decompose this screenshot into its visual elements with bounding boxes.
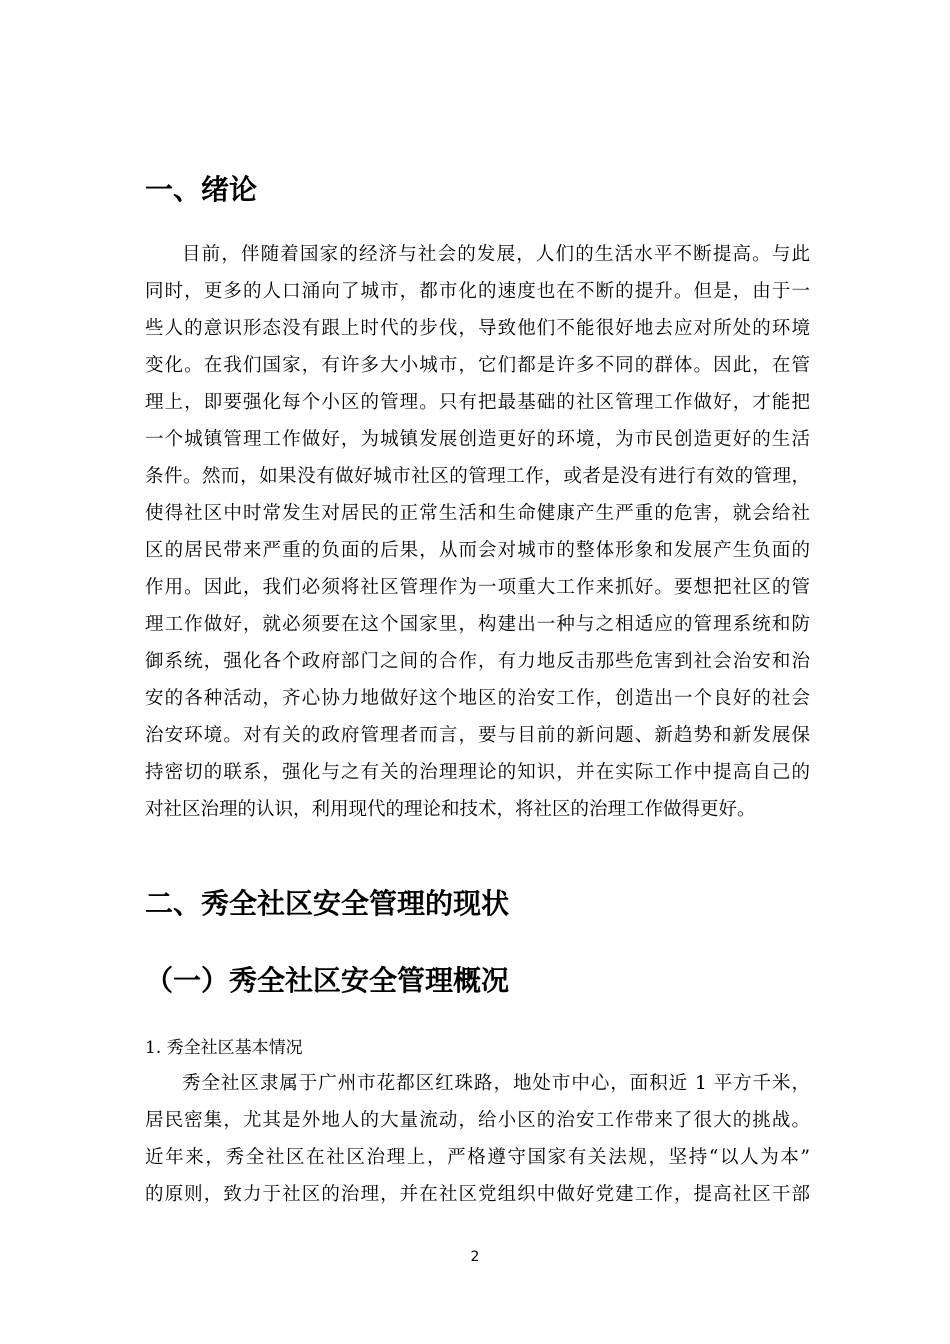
paragraph-line: 对社区治理的认识，利用现代的理论和技术，将社区的治理工作做得更好。 bbox=[145, 799, 756, 820]
item-heading-basic-info: 1. 秀全社区基本情况 bbox=[145, 1038, 303, 1058]
intro-paragraph bbox=[145, 236, 810, 828]
paragraph-line: 作用。因此，我们必须将社区管理作为一项重大工作来抓好。要想把社区的管 bbox=[145, 577, 810, 598]
paragraph-line: 安的各种活动，齐心协力地做好这个地区的治安工作，创造出一个良好的社会 bbox=[145, 688, 810, 709]
status-paragraph bbox=[145, 1065, 810, 1213]
paragraph-line: 区的居民带来严重的负面的后果，从而会对城市的整体形象和发展产生负面的 bbox=[145, 540, 810, 561]
paragraph-line: 居民密集，尤其是外地人的大量流动，给小区的治安工作带来了很大的挑战。 bbox=[145, 1110, 810, 1131]
paragraph-line: 些人的意识形态没有跟上时代的步伐，导致他们不能很好地去应对所处的环境 bbox=[145, 318, 810, 339]
paragraph-line: 持密切的联系，强化与之有关的治理理论的知识，并在实际工作中提高自己的 bbox=[145, 762, 810, 783]
paragraph-line: 条件。然而，如果没有做好城市社区的管理工作，或者是没有进行有效的管理， bbox=[145, 466, 810, 487]
paragraph-line: 理上，即要强化每个小区的管理。只有把最基础的社区管理工作做好，才能把 bbox=[145, 392, 810, 413]
section-heading-status: 二、秀全社区安全管理的现状 bbox=[145, 887, 510, 920]
page-number: 2 bbox=[470, 1249, 480, 1265]
paragraph-line: 使得社区中时常发生对居民的正常生活和生命健康产生严重的危害，就会给社 bbox=[145, 503, 810, 524]
paragraph-line: 理工作做好，就必须要在这个国家里，构建出一种与之相适应的管理系统和防 bbox=[145, 614, 810, 635]
paragraph-line: 同时，更多的人口涌向了城市，都市化的速度也在不断的提升。但是，由于一 bbox=[145, 281, 810, 302]
paragraph-line: 御系统，强化各个政府部门之间的合作，有力地反击那些危害到社会治安和治 bbox=[145, 651, 810, 672]
paragraph-line: 秀全社区隶属于广州市花都区红珠路，地处市中心，面积近 1 平方千米， bbox=[182, 1073, 810, 1094]
paragraph-line: 治安环境。对有关的政府管理者而言，要与目前的新问题、新趋势和新发展保 bbox=[145, 725, 810, 746]
paragraph-line: 一个城镇管理工作做好，为城镇发展创造更好的环境，为市民创造更好的生活 bbox=[145, 429, 810, 450]
section-heading-intro: 一、绪论 bbox=[145, 173, 258, 206]
paragraph-line: 的原则，致力于社区的治理，并在社区党组织中做好党建工作，提高社区干部 bbox=[145, 1184, 810, 1205]
subsection-heading-overview: （一）秀全社区安全管理概况 bbox=[145, 964, 510, 997]
paragraph-line: 近年来，秀全社区在社区治理上，严格遵守国家有关法规，坚持“以人为本” bbox=[145, 1147, 810, 1168]
paragraph-line: 目前，伴随着国家的经济与社会的发展，人们的生活水平不断提高。与此 bbox=[182, 244, 810, 265]
paragraph-line: 变化。在我们国家，有许多大小城市，它们都是许多不同的群体。因此，在管 bbox=[145, 355, 810, 376]
